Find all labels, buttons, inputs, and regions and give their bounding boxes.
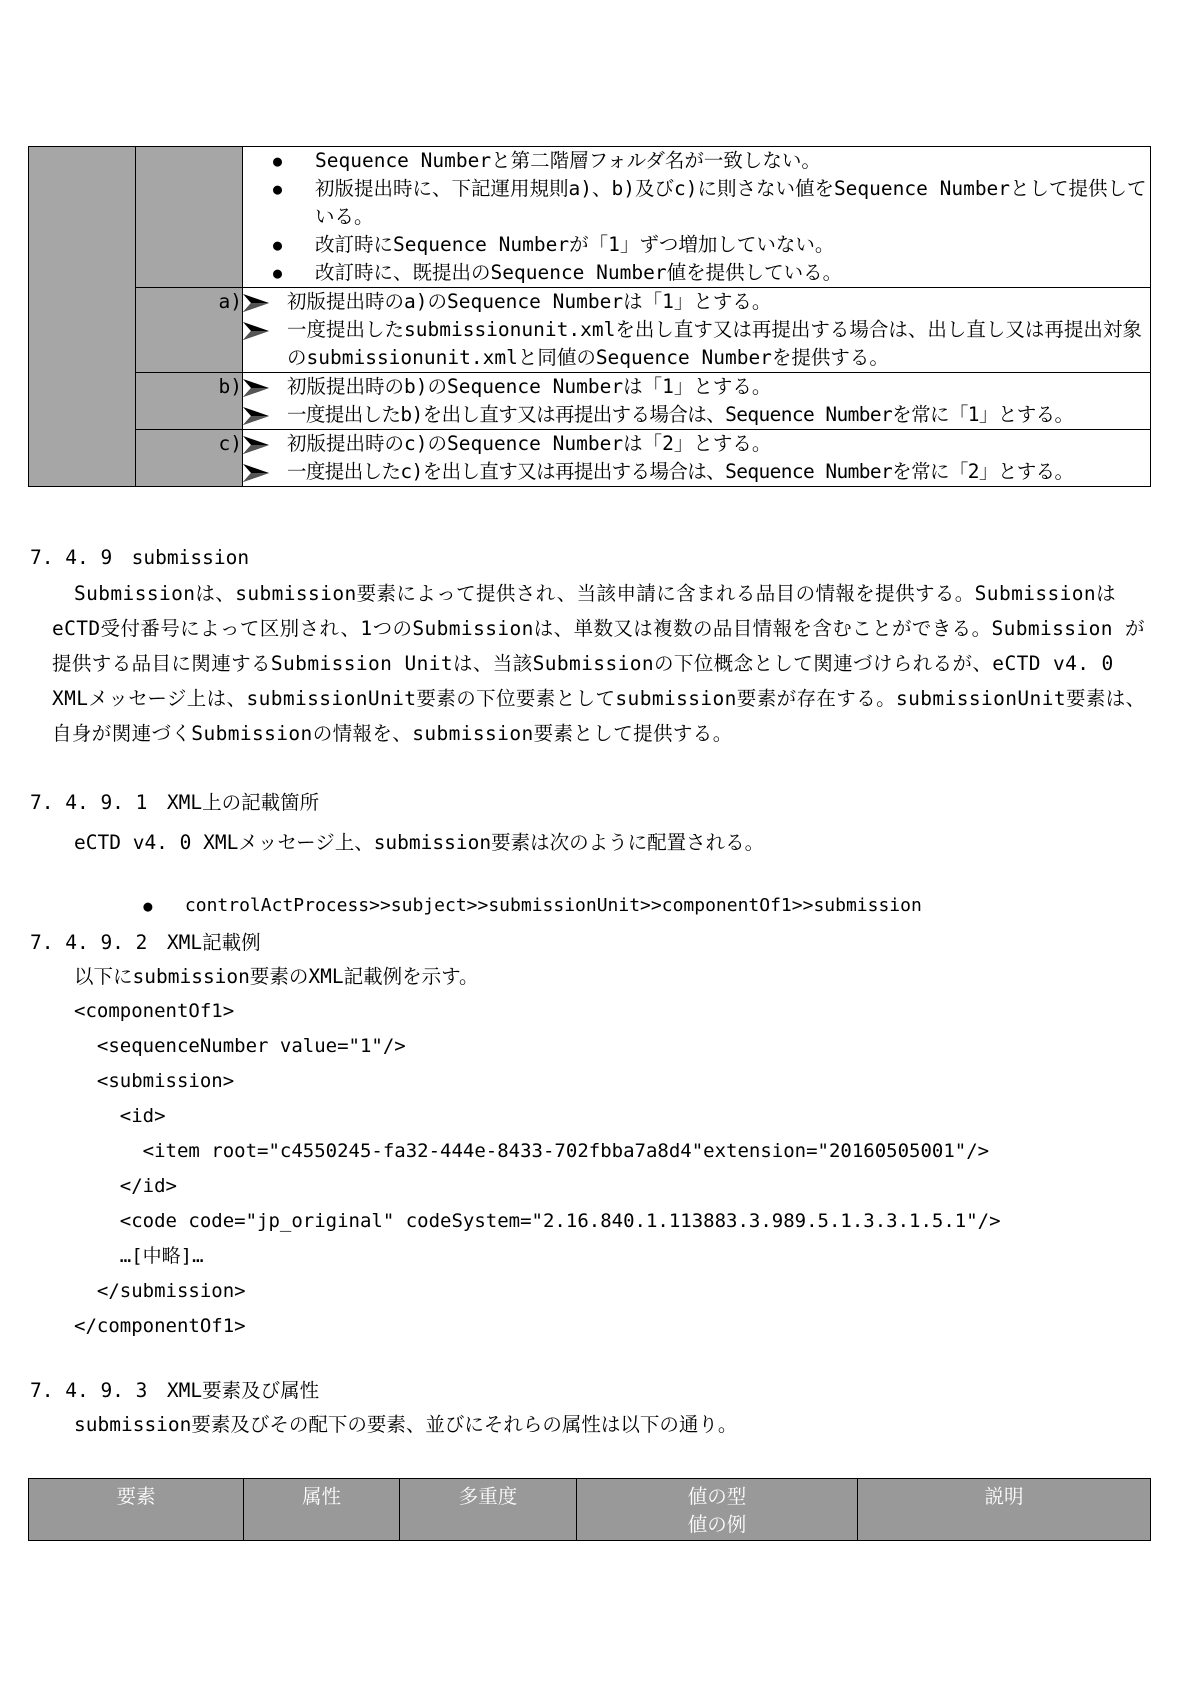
list-item — [243, 401, 1150, 429]
table-row — [29, 373, 1151, 430]
table-row — [29, 147, 1151, 288]
arrow-bullet-icon — [243, 294, 269, 312]
list-item: ● 改訂時に、既提出のSequence Number値を提供している。 — [243, 259, 1150, 287]
section-text-7-4-9-1: eCTD v4. 0 XMLメッセージ上、submission要素は次のように配置される。 — [74, 831, 765, 854]
list-item — [243, 373, 1150, 401]
list-item: ● 初版提出時に、下記運用規則a)、b)及びc)に則さない値をSequence Numberとして提供している。 — [243, 175, 1150, 231]
rule-text: 初版提出時のc)のSequence Numberは「2」とする。 — [287, 432, 772, 455]
inner-label-cell — [136, 147, 243, 288]
rule-text: 一度提出したsubmissionunit.xmlを出し直す又は再提出する場合は、出し直し又は再提出対象のsubmissionunit.xmlと同値のSequence Numberを提供する。 — [287, 318, 1142, 369]
table-row — [29, 430, 1151, 487]
section-text-7-4-9-3: submission要素及びその配下の要素、並びにそれらの属性は以下の通り。 — [74, 1413, 738, 1436]
code-line: </componentOf1> — [74, 1315, 246, 1337]
column-header-multiplicity: 多重度 — [400, 1479, 577, 1541]
xml-attributes-table — [28, 1478, 1151, 1541]
list-item: ● 改訂時にSequence Numberが「1」ずつ増加していない。 — [243, 231, 1150, 259]
error-conditions-list — [243, 147, 1150, 287]
code-line: <componentOf1> — [74, 1000, 235, 1022]
code-line: <sequenceNumber value="1"/> — [74, 1035, 406, 1057]
rule-a-cell — [243, 288, 1151, 373]
section-heading-7-4-9: 7. 4. 9 submission — [30, 546, 250, 569]
list-item: ● Sequence Numberと第二階層フォルダ名が一致しない。 — [243, 147, 1150, 175]
rule-c-list — [243, 430, 1150, 486]
list-item — [243, 430, 1150, 458]
rule-label-c: c) — [136, 430, 243, 487]
list-item — [243, 458, 1150, 486]
code-line: <item root="c4550245-fa32-444e-8433-702fbba7a8d4"extension="20160505001"/> — [74, 1140, 990, 1162]
table-row — [29, 288, 1151, 373]
code-line: </submission> — [74, 1280, 246, 1302]
rule-c-cell — [243, 430, 1151, 487]
rule-text: 一度提出したc)を出し直す又は再提出する場合は、Sequence Numberを常に「2」とする。 — [287, 460, 1074, 483]
column-header-description: 説明 — [858, 1479, 1151, 1541]
xml-example-code — [74, 994, 1001, 1344]
arrow-bullet-icon — [243, 436, 269, 454]
bullet-dot-icon: ● — [143, 897, 153, 915]
error-conditions-cell — [243, 147, 1151, 288]
rule-a-list — [243, 288, 1150, 372]
rule-text: 初版提出時のb)のSequence Numberは「1」とする。 — [287, 375, 772, 398]
code-line: <code code="jp_original" codeSystem="2.16.840.1.113883.3.989.5.1.3.3.1.5.1"/> — [74, 1210, 1001, 1232]
arrow-bullet-icon — [243, 464, 269, 482]
list-item — [243, 316, 1150, 372]
section-heading-7-4-9-1: 7. 4. 9. 1 XML上の記載箇所 — [30, 791, 320, 814]
code-line: <submission> — [74, 1070, 235, 1092]
column-header-value-type — [577, 1479, 858, 1541]
section-heading-7-4-9-2: 7. 4. 9. 2 XML記載例 — [30, 931, 261, 954]
arrow-bullet-icon — [243, 322, 269, 340]
value-example-label: 値の例 — [687, 1513, 747, 1536]
code-line: <id> — [74, 1105, 166, 1127]
xml-path-text: controlActProcess>>subject>>submissionUnit>>componentOf1>>submission — [184, 895, 922, 916]
section-heading-7-4-9-3: 7. 4. 9. 3 XML要素及び属性 — [30, 1379, 320, 1402]
value-type-label: 値の型 — [687, 1485, 747, 1508]
rule-b-list — [243, 373, 1150, 429]
column-header-element: 要素 — [29, 1479, 244, 1541]
sequence-number-rules-table — [28, 146, 1151, 487]
column-header-attribute: 属性 — [244, 1479, 400, 1541]
code-line: </id> — [74, 1175, 177, 1197]
rule-text: 一度提出したb)を出し直す又は再提出する場合は、Sequence Numberを常に「1」とする。 — [287, 403, 1074, 426]
rule-label-b: b) — [136, 373, 243, 430]
rule-text: 初版提出時のa)のSequence Numberは「1」とする。 — [287, 290, 772, 313]
list-item — [243, 288, 1150, 316]
arrow-bullet-icon — [243, 379, 269, 397]
arrow-bullet-icon — [243, 407, 269, 425]
outer-label-cell — [29, 147, 136, 487]
rule-b-cell — [243, 373, 1151, 430]
rule-label-a: a) — [136, 288, 243, 373]
section-paragraph-7-4-9: Submissionは、submission要素によって提供され、当該申請に含まれる品目の情報を提供する。Submissionは eCTD受付番号によって区別され、1つのSubmissionは、単数又は複数の品目情報を含むことができる。Submission が提供する品目に関連するSubmission Unitは、当該Submissionの下位概念として関連づけられるが、eCTD v4. 0 XMLメッセージ上は、submissionUnit要素の下位要素としてsubmission要素が存在する。submissionUnit要素は、自身が関連づくSubmissionの情報を、submission要素として提供する。 — [52, 582, 1146, 745]
table-header-row — [29, 1479, 1151, 1541]
section-text-7-4-9-2: 以下にsubmission要素のXML記載例を示す。 — [74, 965, 479, 988]
code-line: …[中略]… — [74, 1245, 204, 1267]
